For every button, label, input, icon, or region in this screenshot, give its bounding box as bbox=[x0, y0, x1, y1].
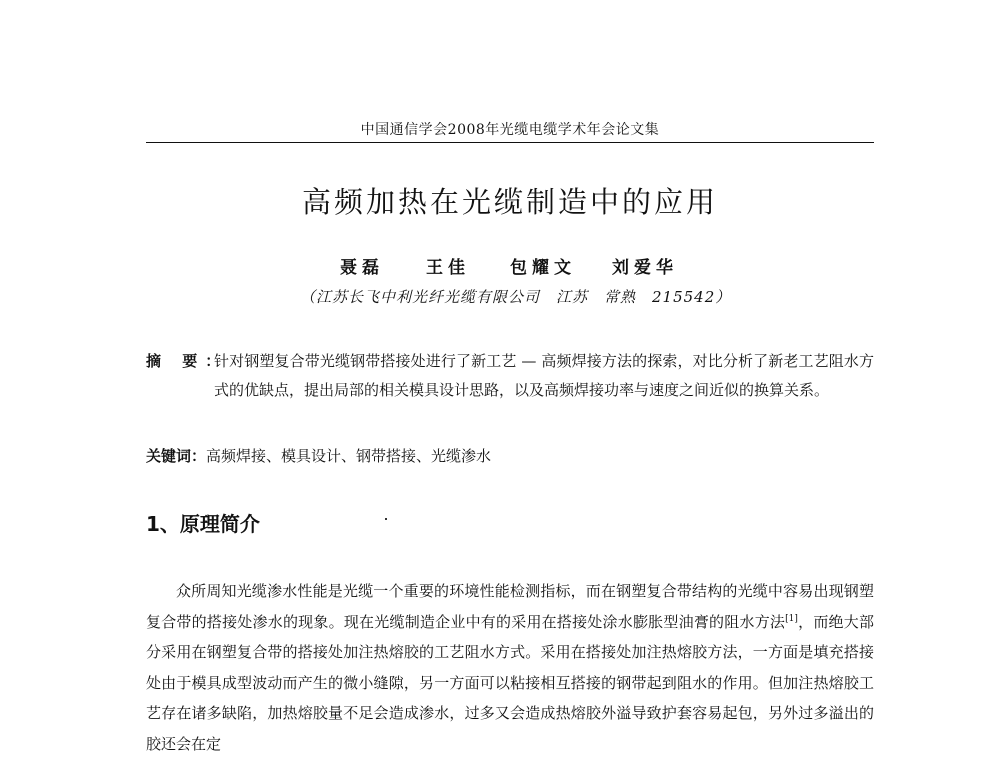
paper-title: 高频加热在光缆制造中的应用 bbox=[301, 185, 718, 219]
running-header: 中国通信学会2008年光缆电缆学术年会论文集 bbox=[360, 122, 660, 138]
author-list bbox=[340, 253, 700, 277]
author-name: 王佳 bbox=[426, 258, 470, 278]
header-rule bbox=[146, 142, 874, 143]
scan-speck bbox=[385, 518, 387, 520]
citation-ref[interactable]: [1] bbox=[785, 613, 798, 624]
author-name: 聂磊 bbox=[340, 258, 384, 278]
body-paragraph bbox=[146, 576, 874, 760]
author-name: 刘爱华 bbox=[612, 258, 678, 278]
keywords bbox=[146, 445, 874, 466]
author-name: 包耀文 bbox=[510, 258, 576, 278]
abstract-label: 摘 要： bbox=[146, 352, 229, 370]
keywords-text: 高频焊接、模具设计、钢带搭接、光缆渗水 bbox=[206, 447, 492, 465]
section-heading: 1、原理简介 bbox=[146, 512, 260, 536]
body-text-part2: ，而绝大部分采用在钢塑复合带的搭接处加注热熔胶的工艺阻水方式。采用在搭接处加注热熔胶方法，一方面是填充搭接处由于模具成型波动而产生的微小缝隙，另一方面可以粘接相互搭接的钢带起到阻水的作用。但加注热熔胶工艺存在诸多缺陷，加热熔胶量不足会造成渗水，过多又会造成热熔胶外溢导致护套容易起包，另外过多溢出的胶还会在定 bbox=[146, 612, 874, 753]
body-text-part1: 众所周知光缆渗水性能是光缆一个重要的环境性能检测指标，而在钢塑复合带结构的光缆中容易出现钢塑复合带的搭接处渗水的现象。现在光缆制造企业中有的采用在搭接处涂水膨胀型油膏的阻水方法 bbox=[146, 582, 874, 631]
abstract-text: 针对钢塑复合带光缆钢带搭接处进行了新工艺 — 高频焊接方法的探索，对比分析了新老工艺阻水方式的优缺点，提出局部的相关模具设计思路，以及高频焊接功率与速度之间近似的换算关系。 bbox=[214, 352, 874, 399]
keywords-label: 关键词： bbox=[146, 447, 207, 465]
author-affiliation: （江苏长飞中利光纤光缆有限公司 江苏 常熟 215542） bbox=[300, 288, 732, 306]
